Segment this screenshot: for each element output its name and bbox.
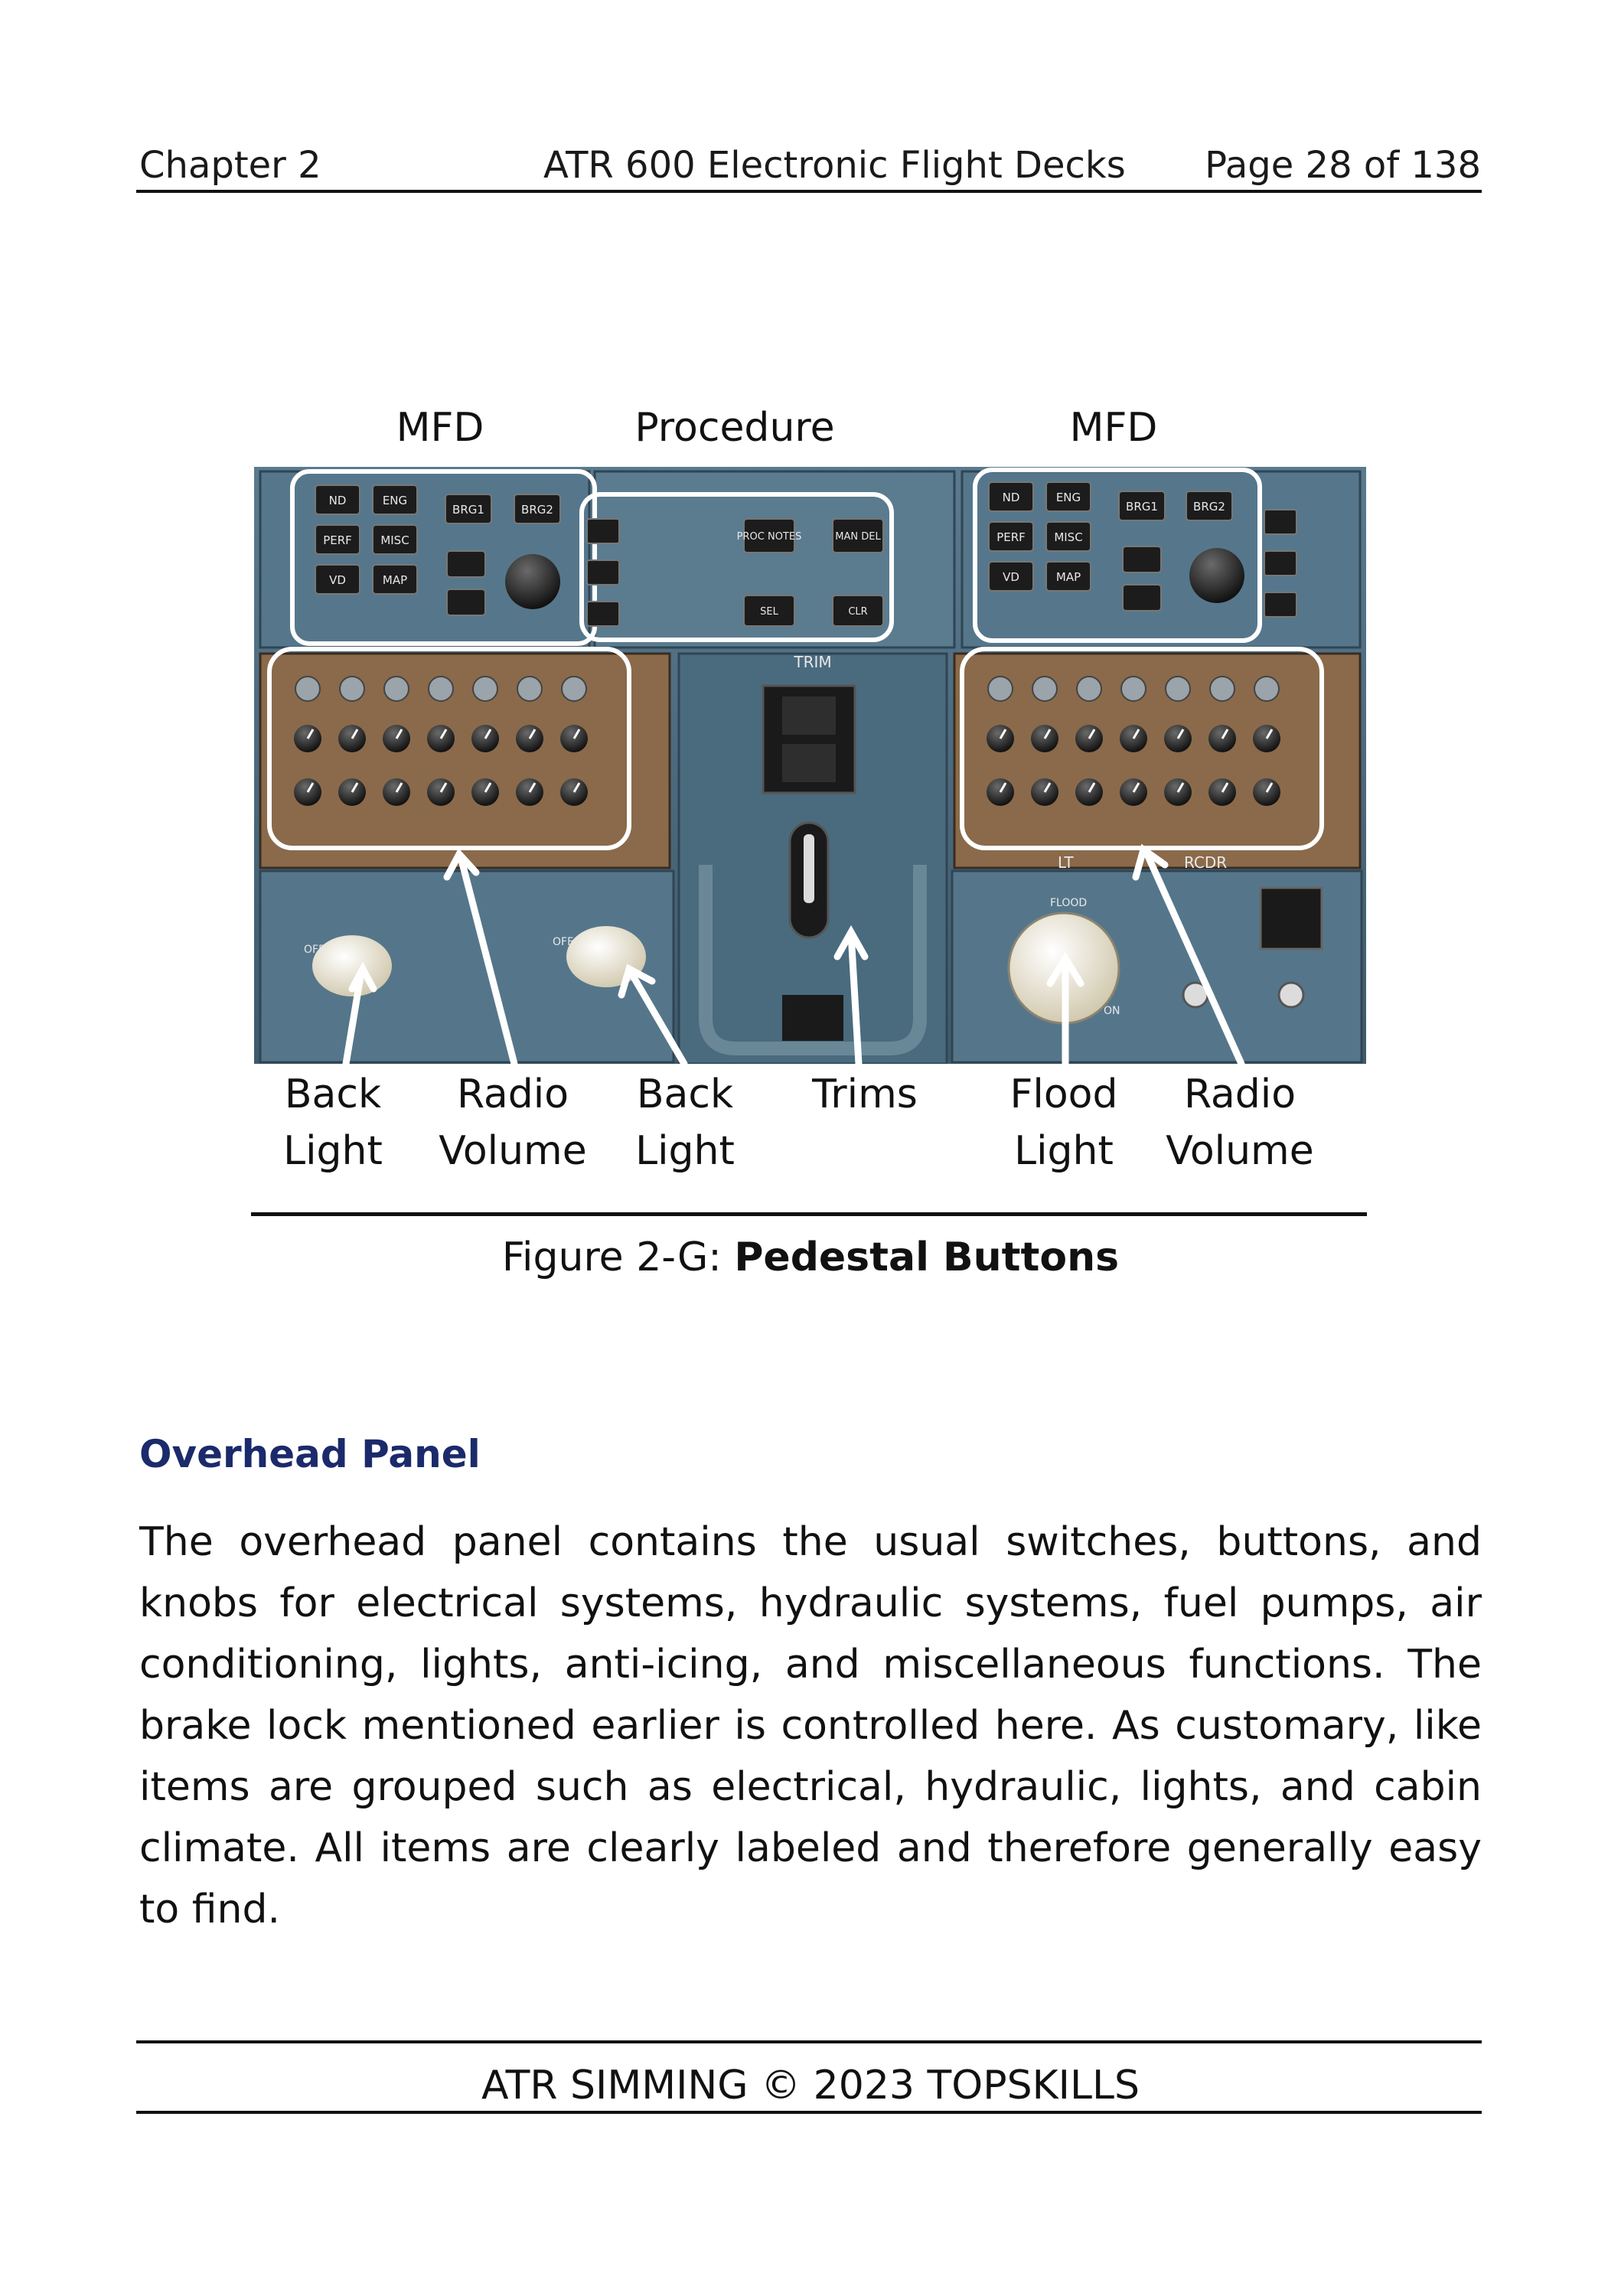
- header-rule: [136, 190, 1482, 193]
- label-trim: TRIM: [794, 653, 832, 671]
- label-proc-notes: PROC NOTES: [736, 531, 802, 543]
- audio-select-button: [1166, 677, 1190, 701]
- label-misc-left: MISC: [380, 533, 409, 547]
- label-nd-left: ND: [328, 494, 347, 507]
- body-paragraph: The overhead panel contains the usual switches, buttons, and knobs for electrical systems, hydraulic systems, fuel pumps, air conditioning, lights, anti-icing, and miscellaneous functions. The brake lock mentioned earlier is controlled here. As customary, like items are grouped such as electrical, hydraulic, lights, and cabin climate. All items are clearly labeled and therefore generally easy to find.: [139, 1519, 1482, 1932]
- label-off-left: OFF: [304, 944, 325, 956]
- audio-select-button: [988, 677, 1013, 701]
- label-brg1-right: BRG1: [1126, 500, 1158, 514]
- section-heading: Overhead Panel: [139, 1432, 481, 1476]
- label-man-del: MAN DEL: [835, 531, 881, 543]
- audio-select-button: [1121, 677, 1146, 701]
- chapter-label: Chapter 2: [139, 144, 321, 187]
- label-flood: FLOOD: [1050, 897, 1088, 909]
- audio-select-button: [1254, 677, 1279, 701]
- audio-select-button: [473, 677, 497, 701]
- audio-select-button: [1077, 677, 1101, 701]
- label-clr: CLR: [848, 606, 868, 618]
- audio-select-button: [517, 677, 542, 701]
- callout-trims: Trims: [812, 1071, 918, 1117]
- label-sel: SEL: [760, 606, 778, 618]
- audio-select-button: [562, 677, 586, 701]
- callout-flood-light: Flood Light: [1009, 1071, 1118, 1174]
- label-map-left: MAP: [382, 573, 408, 587]
- label-brg2-right: BRG2: [1193, 500, 1225, 514]
- footer-text: ATR SIMMING © 2023 TOPSKILLS: [481, 2063, 1140, 2108]
- audio-select-button: [340, 677, 364, 701]
- label-perf-right: PERF: [996, 530, 1026, 544]
- callout-mfd-right: MFD: [1069, 405, 1158, 451]
- label-eng-left: ENG: [382, 494, 408, 507]
- audio-select-button: [429, 677, 453, 701]
- label-brg2-left: BRG2: [521, 503, 553, 517]
- callout-back-light-center: Back Light: [635, 1071, 735, 1174]
- label-perf-left: PERF: [323, 533, 352, 547]
- caption-title: Pedestal Buttons: [734, 1234, 1120, 1280]
- footer-rule-bottom: [136, 2111, 1482, 2114]
- audio-select-button: [384, 677, 409, 701]
- label-map-right: MAP: [1055, 570, 1081, 584]
- footer-rule-top: [136, 2040, 1482, 2043]
- label-rcdr: RCDR: [1184, 853, 1228, 872]
- page-number: Page 28 of 138: [1205, 144, 1481, 187]
- label-off-center: OFF: [553, 936, 574, 948]
- figure-caption: [0, 1232, 1621, 1283]
- caption-prefix: Figure 2-G:: [501, 1234, 735, 1280]
- audio-select-button: [1032, 677, 1057, 701]
- label-brg1-left: BRG1: [452, 503, 484, 517]
- callout-radio-volume-left: Radio Volume: [439, 1071, 587, 1174]
- document-title: ATR 600 Electronic Flight Decks: [543, 144, 1126, 187]
- label-vd-right: VD: [1003, 570, 1019, 584]
- label-misc-right: MISC: [1054, 530, 1083, 544]
- audio-select-button: [1210, 677, 1235, 701]
- pedestal-photo: [254, 467, 1366, 1064]
- callout-mfd-left: MFD: [396, 405, 484, 451]
- label-nd-right: ND: [1002, 491, 1020, 504]
- audio-select-button: [295, 677, 320, 701]
- label-on: ON: [1104, 1005, 1120, 1017]
- callout-back-light-left: Back Light: [283, 1071, 383, 1174]
- callout-radio-volume-right: Radio Volume: [1166, 1071, 1314, 1174]
- label-vd-left: VD: [329, 573, 346, 587]
- label-eng-right: ENG: [1055, 491, 1081, 504]
- figure-rule: [251, 1212, 1367, 1216]
- label-lt: LT: [1058, 853, 1074, 872]
- callout-procedure: Procedure: [634, 405, 835, 451]
